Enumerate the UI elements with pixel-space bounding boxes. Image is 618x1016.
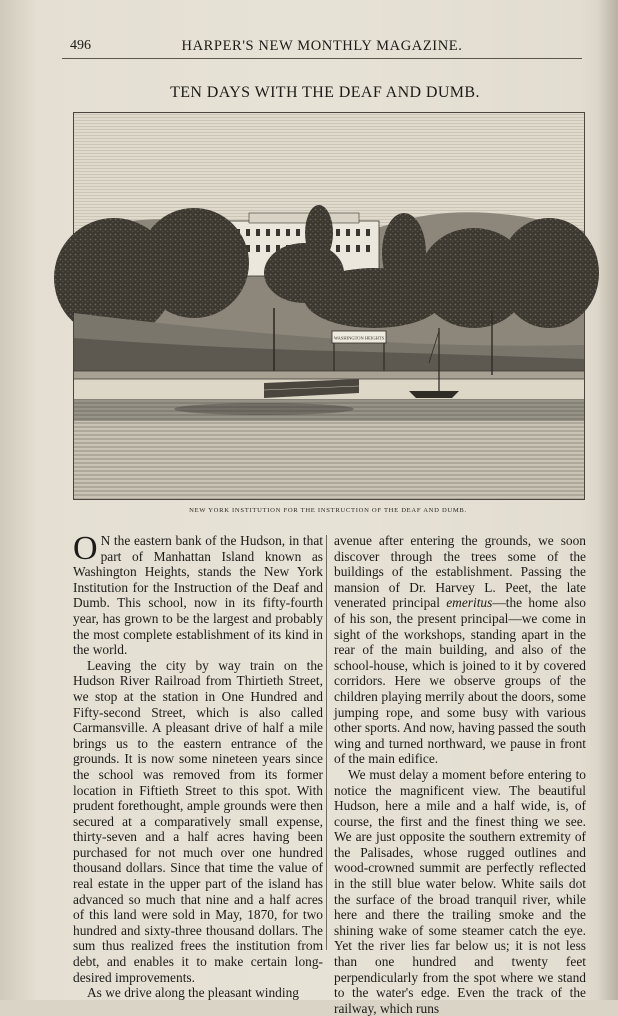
paragraph-text: N the eastern bank of the Hudson, in that part of Manhattan Island known as Washington Heights, stands the New York Institution for the Instruction of the Deaf and Dumb. This school, now in its fifty-fourth year, has grown to be the largest and probably the most complete establishment of its kind in the world. <box>73 533 323 658</box>
paragraph: Leaving the city by way train on the Hudson River Railroad from Thirtieth Street, we stop at the station in One Hundred and Fifty-second Street, which is also called Carmansville. A pleasant drive of half a mile brings us to the eastern entrance of the grounds. It is now some nineteen years since the school was removed from its former location in Fiftieth Street to this spot. With prudent forethought, ample grounds were then secured at a comparatively small expense, thirty-seven and a half acres having been purchased for not much over one hundred thousand dollars. Since that time the value of real estate in the upper part of the island has advanced so much that nine and a half acres of this land were sold in May, 1870, for two hundred and sixty-three thousand dollars. The sum thus realized frees the institution from debt, and enables it to make certain long-desired improvements. <box>73 657 323 985</box>
running-head <box>62 38 582 59</box>
paragraph: As we drive along the pleasant winding <box>87 985 299 1001</box>
paragraph-text: —the home also of his son, the present principal—we come in sight of the workshops, standing apart in the rear of the main building, and also of the school-house, which is joined to it by covered corridors. Here we observe groups of the children playing merrily about the doors, some jumping rope, and some busy with various other sports. And now, having passed the south wing and turned northward, we pause in front of the main edifice. <box>334 595 586 767</box>
emphasis: emeritus <box>446 595 493 611</box>
drop-cap: O <box>73 530 98 567</box>
paragraph: We must delay a moment before entering to notice the magnificent view. The beautiful Hudson, here a mile and a half wide, is, of course, the first and the finest thing we see. We are just opposite the southern extremity of the Palisades, whose rugged outlines and wood-crowned summit are perfectly reflected in the still blue water below. White sails dot the surface of the broad tranquil river, while here and there the trailing smoke and the shining wake of some steamer catch the eye. Yet the river lies far below us; it is not less than one hundred and twenty feet perpendicularly from the spot where we stand to the water's edge. Even the track of the railway, which runs <box>334 766 586 1016</box>
railway-track <box>74 371 584 379</box>
page-number: 496 <box>70 38 91 53</box>
illustration-caption: NEW YORK INSTITUTION FOR THE INSTRUCTION OF THE DEAF AND DUMB. <box>189 507 467 514</box>
text-column-right <box>334 533 586 1016</box>
paragraph <box>73 530 323 658</box>
institution-engraving <box>73 112 585 500</box>
paragraph <box>334 533 586 767</box>
column-rule <box>326 535 327 950</box>
station-sign-text: WASHINGTON HEIGHTS <box>333 335 385 341</box>
text-column-left <box>73 530 323 1001</box>
magazine-title: HARPER'S NEW MONTHLY MAGAZINE. <box>181 38 463 54</box>
paragraph-text: avenue after entering the grounds, we soon discover through the trees some of the buildings of the establishment. Passing the mansion of Dr. Harvey L. Peet, the late venerated principal <box>334 533 586 611</box>
article-title: TEN DAYS WITH THE DEAF AND DUMB. <box>170 84 480 101</box>
pier <box>264 379 359 398</box>
page-fold-shadow <box>598 0 618 1000</box>
